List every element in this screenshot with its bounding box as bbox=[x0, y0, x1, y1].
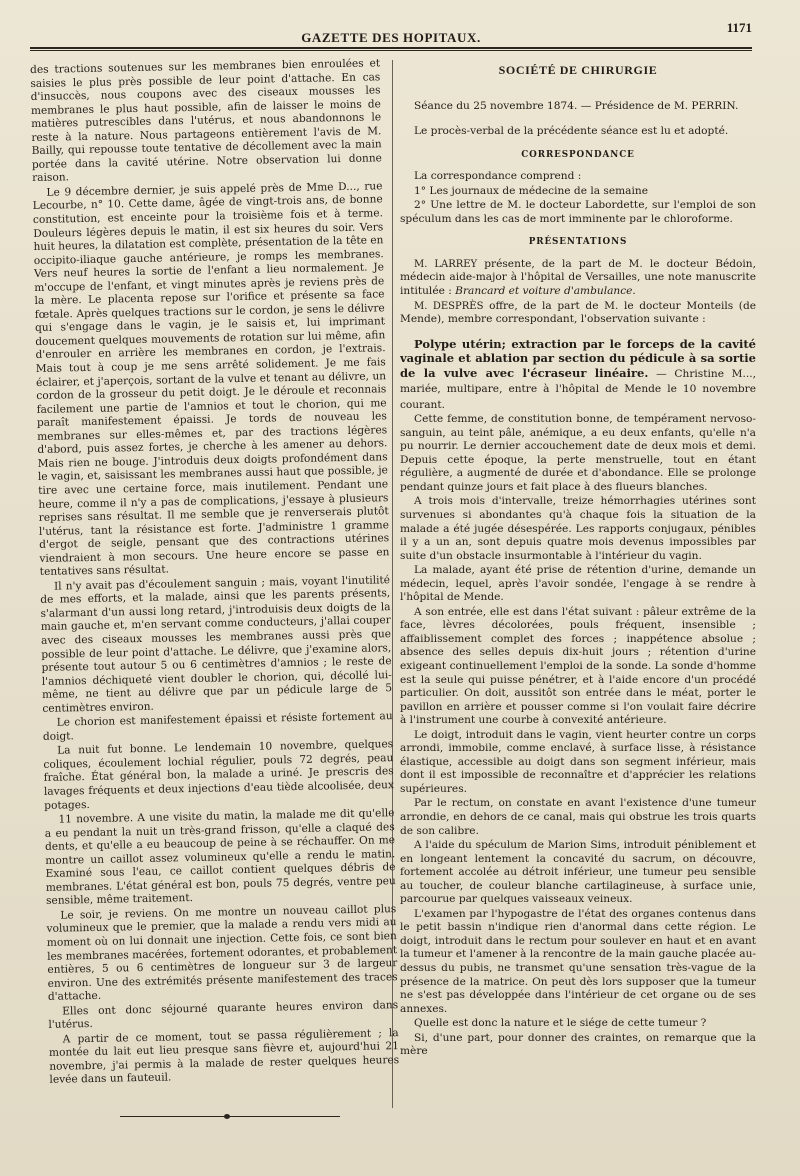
presenter-name: M. DESPRÈS bbox=[414, 300, 484, 312]
page-number: 1171 bbox=[726, 20, 752, 35]
presentation-paragraph bbox=[400, 258, 756, 299]
presenter-name: M. LARREY bbox=[414, 258, 478, 270]
presentation-title: Brancard et voiture d'ambulance. bbox=[455, 285, 636, 298]
article-paragraph: Si, d'une part, pour donner des craintes, on remarque que la mère bbox=[400, 1031, 756, 1058]
article-paragraph: La malade, ayant été prise de rétention d'urine, demande un médecin, lequel, après l'avoir sondée, l'engage à se rendre à l'hôpital de Mende. bbox=[400, 564, 756, 604]
proces-verbal-line: Le procès-verbal de la précédente séance est lu et adopté. bbox=[414, 125, 729, 138]
observation-heading-paragraph bbox=[400, 337, 756, 413]
correspondance-item: 2° Une lettre de M. le docteur Labordette, sur l'emploi de son spéculum dans les cas de mort imminente par le chloroforme. bbox=[400, 199, 756, 225]
article-paragraph: Le 9 décembre dernier, je suis appelé près de Mme D..., rue Lecourbe, n° 10. Cette dame, âgée de vingt-trois ans, de bonne constitution, est enceinte pour la troisième fois et à terme. Douleurs légères depuis le matin, il est six heures du soir. Vers huit heures, la dilatation est complète, présentation de la tête en occipito-iliaque gauche antérieure, je romps les membranes. Vers neuf heures la sortie de l'enfant a lieu normalement. Je m'occupe de l'enfant, et vingt minutes après je reviens près de la mère. Le placenta repose sur l'orifice et présente sa face fœtale. Après quelques tractions sur le cordon, je sens le délivre qui s'engage dans le vagin, je le saisis et, lui imprimant doucement quelques mouvements de rotation sur lui même, afin d'enrouler en arrière les membranes en cordon, je l'extrais. Mais tout à coup je me sens arrêté solidement. Je me fais éclairer, et j'aperçois, sortant de la vulve et tenant au délivre, un cordon de la grosseur du petit doigt. Je le déroule et reconnais facilement une partie de l'amnios et tout le chorion, qui me paraît manifestement épaissi. Je tords de nouveau les membranes sur elles-mêmes et, par des tractions légères d'abord, puis assez fortes, je cherche à les amener au dehors. Mais rien ne bouge. J'introduis deux doigts profondément dans le vagin, et, saisissant les membranes aussi haut que possible, je tire avec une certaine force, mais inutilement. Pendant une heure, comme il n'y a pas de complications, j'essaye à plusieurs reprises sans résultat. Il me semble que je renverserais plutôt l'utérus, tant la résistance est forte. J'administre 1 gramme d'ergot de seigle, pensant que des contractions utérines viendraient à mon secours. Une heure encore se passe en tentatives sans résultat. bbox=[32, 180, 390, 579]
masthead-rule bbox=[30, 47, 752, 51]
correspondance-intro: La correspondance comprend : bbox=[414, 170, 582, 183]
presentations-heading: PRÉSENTATIONS bbox=[528, 237, 628, 248]
left-column bbox=[30, 57, 400, 1114]
article-paragraph: A son entrée, elle est dans l'état suivant : pâleur extrême de la face, lèvres décolorées, pouls fréquent, insensible ; affaiblissement complet des forces ; inappétence absolue ; absence des selles depuis dix-huit jours ; rétention d'urine exigeant continuellement l'emploi de la sonde. La sonde d'homme est la seule qui puisse pénétrer, et à l'aide encore d'un procédé particulier. On doit, aussitôt son entrée dans le méat, porter le pavillon en arrière et pousser comme si l'on voulait faire décrire à l'instrument une courbe à convexité antérieure. bbox=[400, 605, 756, 727]
article-paragraph: La nuit fut bonne. Le lendemain 10 novembre, quelques coliques, écoulement lochial régulier, pouls 72 degrés, peau fraîche. État général bon, la malade a uriné. Je prescris des lavages fréquents et deux injections d'eau tiède alcoolisée, deux potages. bbox=[43, 738, 395, 812]
correspondance-item: 1° Les journaux de médecine de la semaine bbox=[414, 184, 648, 197]
right-column bbox=[400, 64, 756, 1134]
article-paragraph: A partir de ce moment, tout se passa régulièrement ; la montée du lait eut lieu presque sans fièvre et, aujourd'hui 21 novembre, j'ai permis à la malade de rester quelques heures levée dans un fauteuil. bbox=[48, 1026, 400, 1087]
presentation-text: présente, de la part de M. le docteur Bédoin, médecin aide-major à l'hôpital de Versailles, une note manuscrite intitulée : bbox=[400, 257, 756, 298]
article-paragraph: 11 novembre. A une visite du matin, la malade me dit qu'elle a eu pendant la nuit un très-grand frisson, qu'elle a claqué des dents, et qu'elle a eu beaucoup de peine à se réchauffer. On me montre un caillot assez volumineux qu'elle a rendu le matin. Examiné sous l'eau, ce caillot contient quelques débris de membranes. L'état général est bon, pouls 75 degrés, ventre peu sensible, même traitement. bbox=[44, 807, 396, 908]
article-paragraph: Le chorion est manifestement épaissi et résiste fortement au doigt. bbox=[42, 710, 393, 743]
section-title: SOCIÉTÉ DE CHIRURGIE bbox=[498, 64, 658, 77]
observation-title: Polype utérin; extraction par le forceps de la cavité vaginale et ablation par section du pédicule à sa sortie de la vulve avec l'écraseur linéaire. bbox=[400, 336, 756, 380]
masthead bbox=[30, 18, 752, 52]
presentation-paragraph bbox=[400, 300, 756, 327]
article-paragraph: Le soir, je reviens. On me montre un nouveau caillot plus volumineux que le premier, que la malade a rendu vers midi au moment où on lui donnait une injection. Cette fois, ce sont bien les membranes macérées, fortement odorantes, et probablement entières, 5 ou 6 centimètres de longueur sur 3 de largeur environ. Une des extrémités présente manifestement des traces d'attache. bbox=[46, 903, 398, 1004]
correspondance-heading: CORRESPONDANCE bbox=[521, 149, 635, 160]
presentation-text: offre, de la part de M. le docteur Monteils (de Mende), membre correspondant, l'observation suivante : bbox=[400, 299, 756, 326]
seance-line: Séance du 25 novembre 1874. — Présidence de M. PERRIN. bbox=[414, 99, 739, 112]
journal-title: GAZETTE DES HOPITAUX. bbox=[301, 30, 481, 45]
article-paragraph: Cette femme, de constitution bonne, de tempérament nervoso-sanguin, au teint pâle, anémique, a eu deux enfants, qu'elle n'a pu nourrir. Le dernier accouchement date de deux mois et demi. Depuis cette époque, la perte menstruelle, tout en étant régulière, a augmenté de durée et d'abondance. Elle se prolonge pendant quinze jours et fait place à des flueurs blanches. bbox=[400, 413, 756, 493]
article-paragraph: A trois mois d'intervalle, treize hémorrhagies utérines sont survenues si abondantes qu'à chaque fois la situation de la malade a été jugée désespérée. Les rapports conjugaux, pénibles il y a un an, sont depuis quatre mois devenus impossibles par suite d'un obstacle insurmontable à l'intérieur du vagin. bbox=[400, 495, 756, 562]
observation-intro: — Christine M..., mariée, multipare, entre à l'hôpital de Mende le 10 novembre courant. bbox=[400, 367, 756, 411]
article-paragraph: des tractions soutenues sur les membranes bien enroulées et saisies le plus près possible de leur point d'attache. En cas d'insuccès, nous coupons avec des ciseaux mousses les membranes le plus haut possible, afin de laisser le moins de matières putrescibles dans l'utérus, et nous abandonnons le reste à la nature. Nous partageons entièrement l'avis de M. Bailly, qui repousse toute tentative de décollement avec la main portée dans la cavité utérine. Notre observation lui donne raison. bbox=[30, 57, 382, 185]
article-paragraph: Il n'y avait pas d'écoulement sanguin ; mais, voyant l'inutilité de mes efforts, et la malade, ainsi que les parents présents, s'alarmant d'un aussi long retard, j'introduisis deux doigts de la main gauche et, m'en servant comme conducteurs, j'allai couper avec des ciseaux mousses les membranes aussi près que possible de leur point d'attache. Le délivre, que j'examine alors, présente tout autour 5 ou 6 centimètres d'amnios ; le reste de l'amnios déchiqueté vient doubler le chorion, qui, décollé lui-même, ne tient au délivre que par un pédicule large de 5 centimètres environ. bbox=[40, 573, 393, 715]
article-paragraph: Le doigt, introduit dans le vagin, vient heurter contre un corps arrondi, immobile, comme enclavé, à surface lisse, à résistance élastique, accessible au doigt dans son segment inférieur, mais dont il est impossible de reconnaître et d'apprécier les relations supérieures. bbox=[400, 728, 756, 795]
article-end-rule bbox=[120, 1116, 340, 1117]
article-paragraph: Elles ont donc séjourné quarante heures environ dans l'utérus. bbox=[48, 998, 399, 1032]
article-paragraph: L'examen par l'hypogastre de l'état des organes contenus dans le petit bassin n'indique rien d'anormal dans cette région. Le doigt, introduit dans le rectum pour soulever en haut et en avant la tumeur et l'amener à la rencontre de la main gauche placée au-dessus du pubis, ne transmet qu'une sensation très-vague de la présence de la matrice. On peut dès lors supposer que la tumeur ne s'est pas développée dans l'intérieur de cet organe ou de ses annexes. bbox=[400, 907, 756, 1015]
article-paragraph: Quelle est donc la nature et le siége de cette tumeur ? bbox=[414, 1017, 707, 1030]
article-paragraph: Par le rectum, on constate en avant l'existence d'une tumeur arrondie, en dehors de ce canal, mais qui obstrue les trois quarts de son calibre. bbox=[400, 797, 756, 837]
article-paragraph: A l'aide du spéculum de Marion Sims, introduit péniblement et en longeant lentement la concavité du sacrum, on découvre, fortement accolée au détroit inférieur, une tumeur peu sensible au toucher, de couleur blanche cartilagineuse, à surface unie, parcourue par quelques vaisseaux veineux. bbox=[400, 839, 756, 906]
